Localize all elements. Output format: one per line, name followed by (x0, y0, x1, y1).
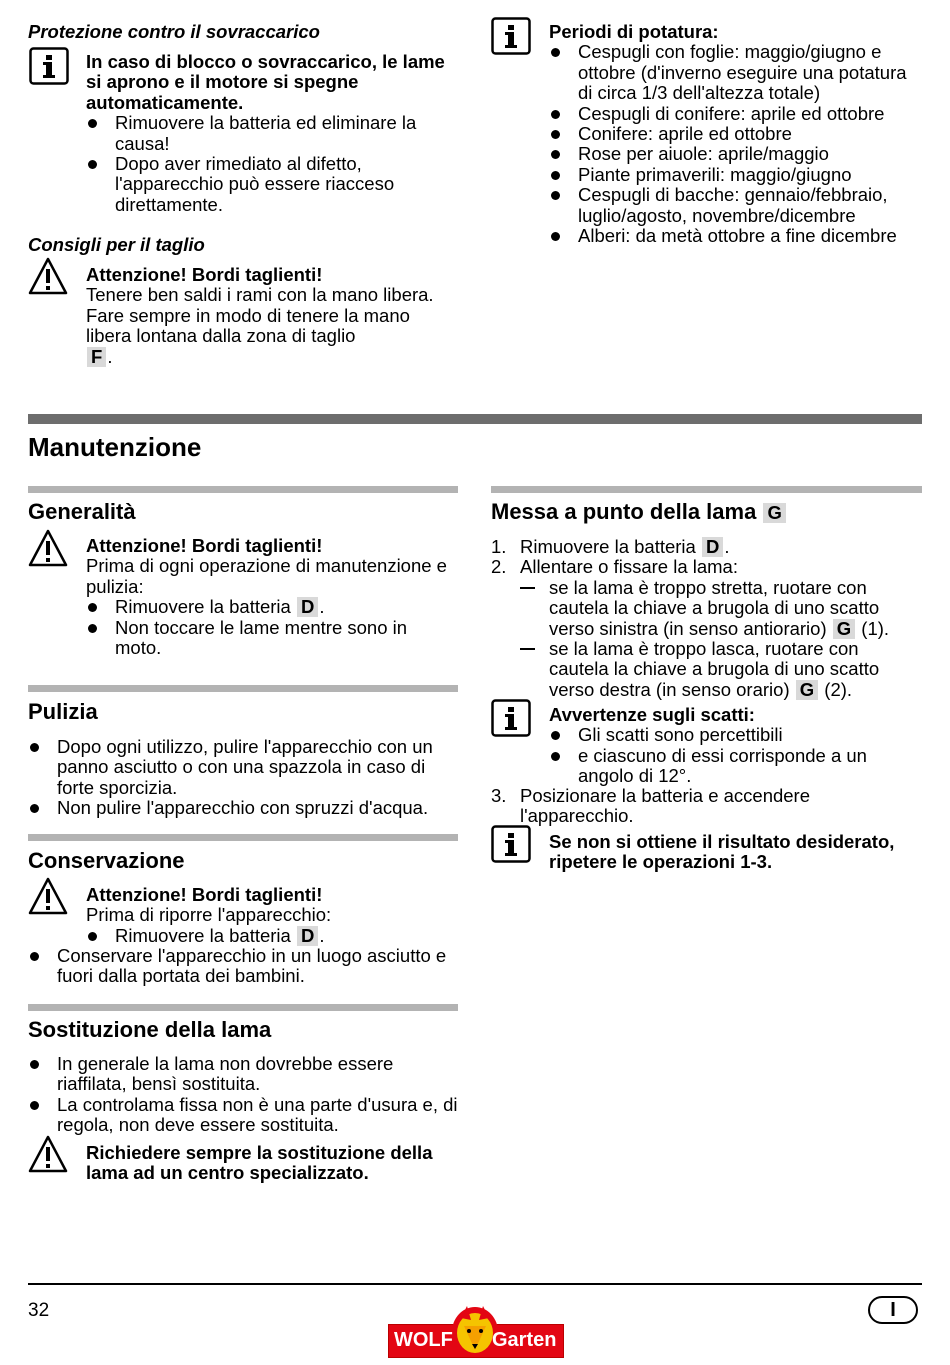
overload-heading: Protezione contro il sovraccarico (28, 21, 320, 42)
dash-2-text: se la lama è troppo lasca, ruotare con cautela la chiave a brugola di uno scatto verso destra (in senso orario) (549, 638, 880, 700)
step-2-text: Allentare o fissare la lama: (520, 556, 738, 578)
step-3 (491, 786, 923, 827)
info-icon (491, 699, 531, 737)
overload-section (28, 22, 458, 42)
page-number: 32 (28, 1300, 50, 1321)
general-warning-text: Prima di ogni operazione di manutenzione e pulizia: (86, 555, 447, 597)
blade-replacement-heading: Sostituzione della lama (28, 1017, 272, 1042)
wolf-garten-logo (388, 1302, 562, 1358)
general-bullet-1 (86, 597, 458, 617)
subsection-divider (28, 486, 458, 493)
step-2 (491, 557, 923, 577)
figure-tag-f: F (87, 347, 106, 367)
cleaning-bullet-1: Dopo ogni utilizzo, pulire l'apparecchio con un panno asciutto o con una spazzola in caso di forte sporcizia. (28, 737, 460, 798)
info-icon (29, 47, 69, 85)
general-bullet-2: Non toccare le lame mentre sono in moto. (86, 618, 458, 659)
overload-info-text: In caso di blocco o sovraccarico, le lame si aprono e il motore si spegne automaticamente. (86, 51, 445, 113)
period: . (107, 345, 113, 367)
warning-icon (28, 877, 68, 915)
storage-sub-bullet (86, 926, 458, 946)
logo-text-garten: Garten (492, 1329, 557, 1351)
footer-rule (28, 1283, 922, 1285)
dash-item-2 (520, 639, 923, 700)
maintenance-title: Manutenzione (28, 432, 202, 462)
pruning-item: Cespugli di bacche: gennaio/febbraio, luglio/agosto, novembre/dicembre (549, 185, 924, 226)
info-icon (491, 17, 531, 55)
storage-warning-title: Attenzione! Bordi taglienti! (86, 884, 323, 905)
pruning-item: Cespugli di conifere: aprile ed ottobre (549, 104, 924, 124)
notch-note (549, 705, 924, 787)
overload-bullet-1: Rimuovere la batteria ed eliminare la causa! (86, 113, 456, 154)
cleaning-bullet-2: Non pulire l'apparecchio con spruzzi d'acqua. (28, 798, 460, 818)
overload-info-block (86, 52, 456, 215)
section-divider (28, 414, 922, 424)
blade-adjust-heading (491, 499, 787, 525)
warning-icon (28, 529, 68, 567)
period: . (319, 924, 325, 946)
step-2-sub (491, 578, 923, 700)
figure-tag-d: D (702, 537, 723, 557)
storage-heading: Conservazione (28, 848, 185, 873)
language-badge: I (868, 1296, 918, 1324)
step-number: 1. (491, 536, 507, 557)
step-3-block (491, 786, 923, 827)
dash-1-end: (1). (861, 617, 890, 639)
storage-sub-bullet-text: Rimuovere la batteria (115, 924, 291, 946)
cleaning-heading: Pulizia (28, 699, 98, 724)
notch-note-bullet-2: e ciascuno di essi corrisponde a un angolo di 12°. (549, 746, 924, 787)
pruning-block (549, 22, 924, 246)
cutting-warning-block (86, 265, 458, 367)
dash-item-1 (520, 578, 923, 639)
subsection-divider (28, 834, 458, 841)
blade-replacement-warning-text: Richiedere sempre la sostituzione della lama ad un centro specializzato. (86, 1142, 433, 1184)
warning-icon (28, 1135, 68, 1173)
cleaning-block (28, 737, 460, 819)
period: . (724, 536, 730, 557)
notch-note-bullet-1: Gli scatti sono percettibili (549, 725, 924, 745)
overload-bullet-2: Dopo aver rimediato al difetto, l'apparecchio può essere riacceso direttamente. (86, 154, 456, 215)
blade-replacement-bullet-1: In generale la lama non dovrebbe essere riaffilata, bensì sostituita. (28, 1054, 460, 1095)
dash-1-text: se la lama è troppo stretta, ruotare con cautela la chiave a brugola di uno scatto verso sinistra (in senso antiorario) (549, 576, 880, 639)
blade-replacement-warning (86, 1143, 458, 1184)
general-warning-block (86, 536, 458, 658)
storage-warning-block (86, 885, 458, 946)
figure-tag-d: D (297, 597, 318, 617)
storage-warning-text: Prima di riporre l'apparecchio: (86, 904, 332, 926)
figure-tag-g: G (763, 503, 785, 523)
logo-text-wolf: WOLF (394, 1329, 453, 1351)
step-1 (491, 537, 923, 557)
step-1-text: Rimuovere la batteria (520, 536, 696, 557)
cutting-warning-title: Attenzione! Bordi taglienti! (86, 264, 323, 285)
blade-adjust-heading-text: Messa a punto della lama (491, 499, 757, 524)
pruning-item: Rose per aiuole: aprile/maggio (549, 144, 924, 164)
pruning-title: Periodi di potatura: (549, 21, 719, 42)
cutting-warning-text (86, 285, 458, 367)
cutting-heading: Consigli per il taglio (28, 234, 205, 255)
figure-tag-g: G (833, 619, 855, 639)
warning-icon (28, 257, 68, 295)
subsection-divider (28, 685, 458, 692)
subsection-divider (28, 1004, 458, 1011)
step-number: 2. (491, 556, 507, 578)
cutting-section (28, 235, 458, 255)
storage-bullet-block (28, 946, 460, 987)
blade-replacement-bullet-2: La controlama fissa non è una parte d'usura e, di regola, non deve essere sostituita. (28, 1095, 460, 1136)
pruning-item: Piante primaverili: maggio/giugno (549, 165, 924, 185)
period: . (319, 596, 325, 618)
figure-tag-d: D (297, 926, 318, 946)
subsection-divider (491, 486, 922, 493)
pruning-item: Alberi: da metà ottobre a fine dicembre (549, 226, 924, 246)
blade-replacement-block (28, 1054, 460, 1136)
dash-2-end: (2). (824, 678, 853, 700)
storage-bullet: Conservare l'apparecchio in un luogo asciutto e fuori dalla portata dei bambini. (28, 946, 460, 987)
cutting-warning-text-span: Tenere ben saldi i rami con la mano libera. Fare sempre in modo di tenere la mano libera lontana dalla zona di taglio (86, 284, 434, 347)
notch-note-title: Avvertenze sugli scatti: (549, 704, 755, 725)
pruning-item: Conifere: aprile ed ottobre (549, 124, 924, 144)
final-info-text: Se non si ottiene il risultato desiderato, ripetere le operazioni 1-3. (549, 831, 895, 873)
step-number: 3. (491, 785, 507, 806)
general-heading: Generalità (28, 499, 136, 524)
final-info (549, 832, 924, 873)
step-3-text: Posizionare la batteria e accendere l'apparecchio. (520, 785, 811, 827)
general-bullet-1-text: Rimuovere la batteria (115, 596, 291, 618)
figure-tag-g: G (796, 680, 818, 700)
blade-adjust-steps (491, 537, 923, 700)
general-warning-title: Attenzione! Bordi taglienti! (86, 535, 323, 556)
pruning-item: Cespugli con foglie: maggio/giugno e ottobre (d'inverno eseguire una potatura di circa 1/3 dell'altezza totale) (549, 42, 924, 103)
info-icon (491, 825, 531, 863)
